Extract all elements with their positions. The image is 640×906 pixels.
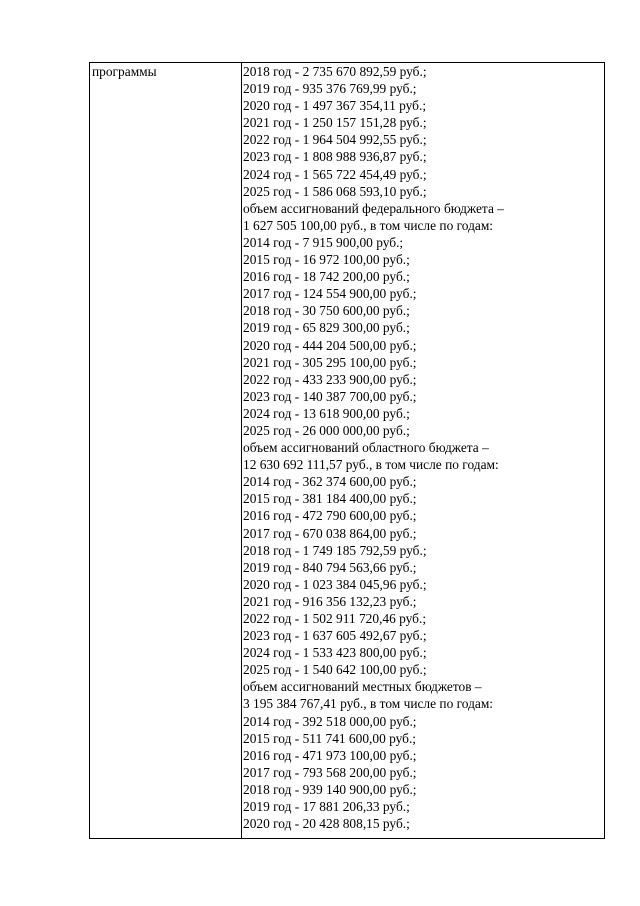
funding-line: 2016 год - 472 790 600,00 руб.; [243, 508, 417, 524]
funding-line: 2023 год - 1 637 605 492,67 руб.; [243, 628, 427, 644]
funding-line: 2014 год - 392 518 000,00 руб.; [243, 713, 417, 729]
funding-line: 2015 год - 16 972 100,00 руб.; [243, 252, 410, 268]
funding-line: 2017 год - 670 038 864,00 руб.; [243, 525, 417, 541]
funding-line: 2022 год - 1 964 504 992,55 руб.; [243, 132, 427, 148]
funding-line: 2017 год - 124 554 900,00 руб.; [243, 286, 417, 302]
funding-line: 2014 год - 362 374 600,00 руб.; [243, 474, 417, 490]
funding-line: 2024 год - 1 565 722 454,49 руб.; [243, 166, 427, 182]
funding-line: 2020 год - 444 204 500,00 руб.; [243, 337, 417, 353]
funding-line: 2016 год - 18 742 200,00 руб.; [243, 269, 410, 285]
funding-line: 2021 год - 305 295 100,00 руб.; [243, 354, 417, 370]
funding-line: 2020 год - 1 497 367 354,11 руб.; [243, 98, 427, 114]
funding-line: 2020 год - 1 023 384 045,96 руб.; [243, 576, 427, 592]
funding-details-cell [243, 63, 603, 832]
funding-line: 2025 год - 1 586 068 593,10 руб.; [243, 183, 427, 199]
funding-line: 2023 год - 1 808 988 936,87 руб.; [243, 149, 427, 165]
funding-line: 2015 год - 511 741 600,00 руб.; [243, 730, 417, 746]
funding-line: 2019 год - 840 794 563,66 руб.; [243, 559, 417, 575]
row-label: программы [92, 64, 157, 79]
funding-line: объем ассигнований областного бюджета – [243, 440, 489, 456]
funding-table [89, 62, 605, 839]
funding-line: 2022 год - 1 502 911 720,46 руб.; [243, 611, 427, 626]
funding-line: 2023 год - 140 387 700,00 руб.; [243, 388, 417, 404]
funding-line: 2015 год - 381 184 400,00 руб.; [243, 491, 417, 507]
funding-line: 2018 год - 1 749 185 792,59 руб.; [243, 542, 427, 558]
funding-line: 12 630 692 111,57 руб., в том числе по годам: [243, 457, 499, 473]
funding-line: 2018 год - 30 750 600,00 руб.; [243, 303, 410, 319]
funding-line: 2021 год - 1 250 157 151,28 руб.; [243, 115, 427, 131]
funding-line: 2019 год - 17 881 206,33 руб.; [243, 799, 410, 815]
funding-line: 2018 год - 2 735 670 892,59 руб.; [243, 64, 427, 79]
funding-line: 2024 год - 1 533 423 800,00 руб.; [243, 645, 427, 661]
funding-line: 2019 год - 65 829 300,00 руб.; [243, 320, 410, 336]
funding-line: 2016 год - 471 973 100,00 руб.; [243, 747, 417, 763]
funding-line: объем ассигнований местных бюджетов – [243, 679, 482, 695]
column-divider [241, 63, 242, 838]
funding-line: 2017 год - 793 568 200,00 руб.; [243, 764, 417, 780]
funding-line: 2022 год - 433 233 900,00 руб.; [243, 371, 417, 387]
funding-line: 2014 год - 7 915 900,00 руб.; [243, 234, 404, 250]
funding-line: 2018 год - 939 140 900,00 руб.; [243, 781, 417, 797]
funding-line: 2025 год - 1 540 642 100,00 руб.; [243, 662, 427, 678]
row-label-cell [92, 63, 157, 80]
funding-line: 2019 год - 935 376 769,99 руб.; [243, 81, 417, 97]
funding-line: 2020 год - 20 428 808,15 руб.; [243, 816, 410, 832]
funding-line: 3 195 384 767,41 руб., в том числе по годам: [243, 696, 494, 712]
funding-line: объем ассигнований федерального бюджета – [243, 200, 504, 216]
funding-line: 1 627 505 100,00 руб., в том числе по годам: [243, 217, 494, 233]
funding-line: 2024 год - 13 618 900,00 руб.; [243, 405, 410, 421]
funding-line: 2025 год - 26 000 000,00 руб.; [243, 422, 410, 438]
funding-line: 2021 год - 916 356 132,23 руб.; [243, 593, 417, 609]
